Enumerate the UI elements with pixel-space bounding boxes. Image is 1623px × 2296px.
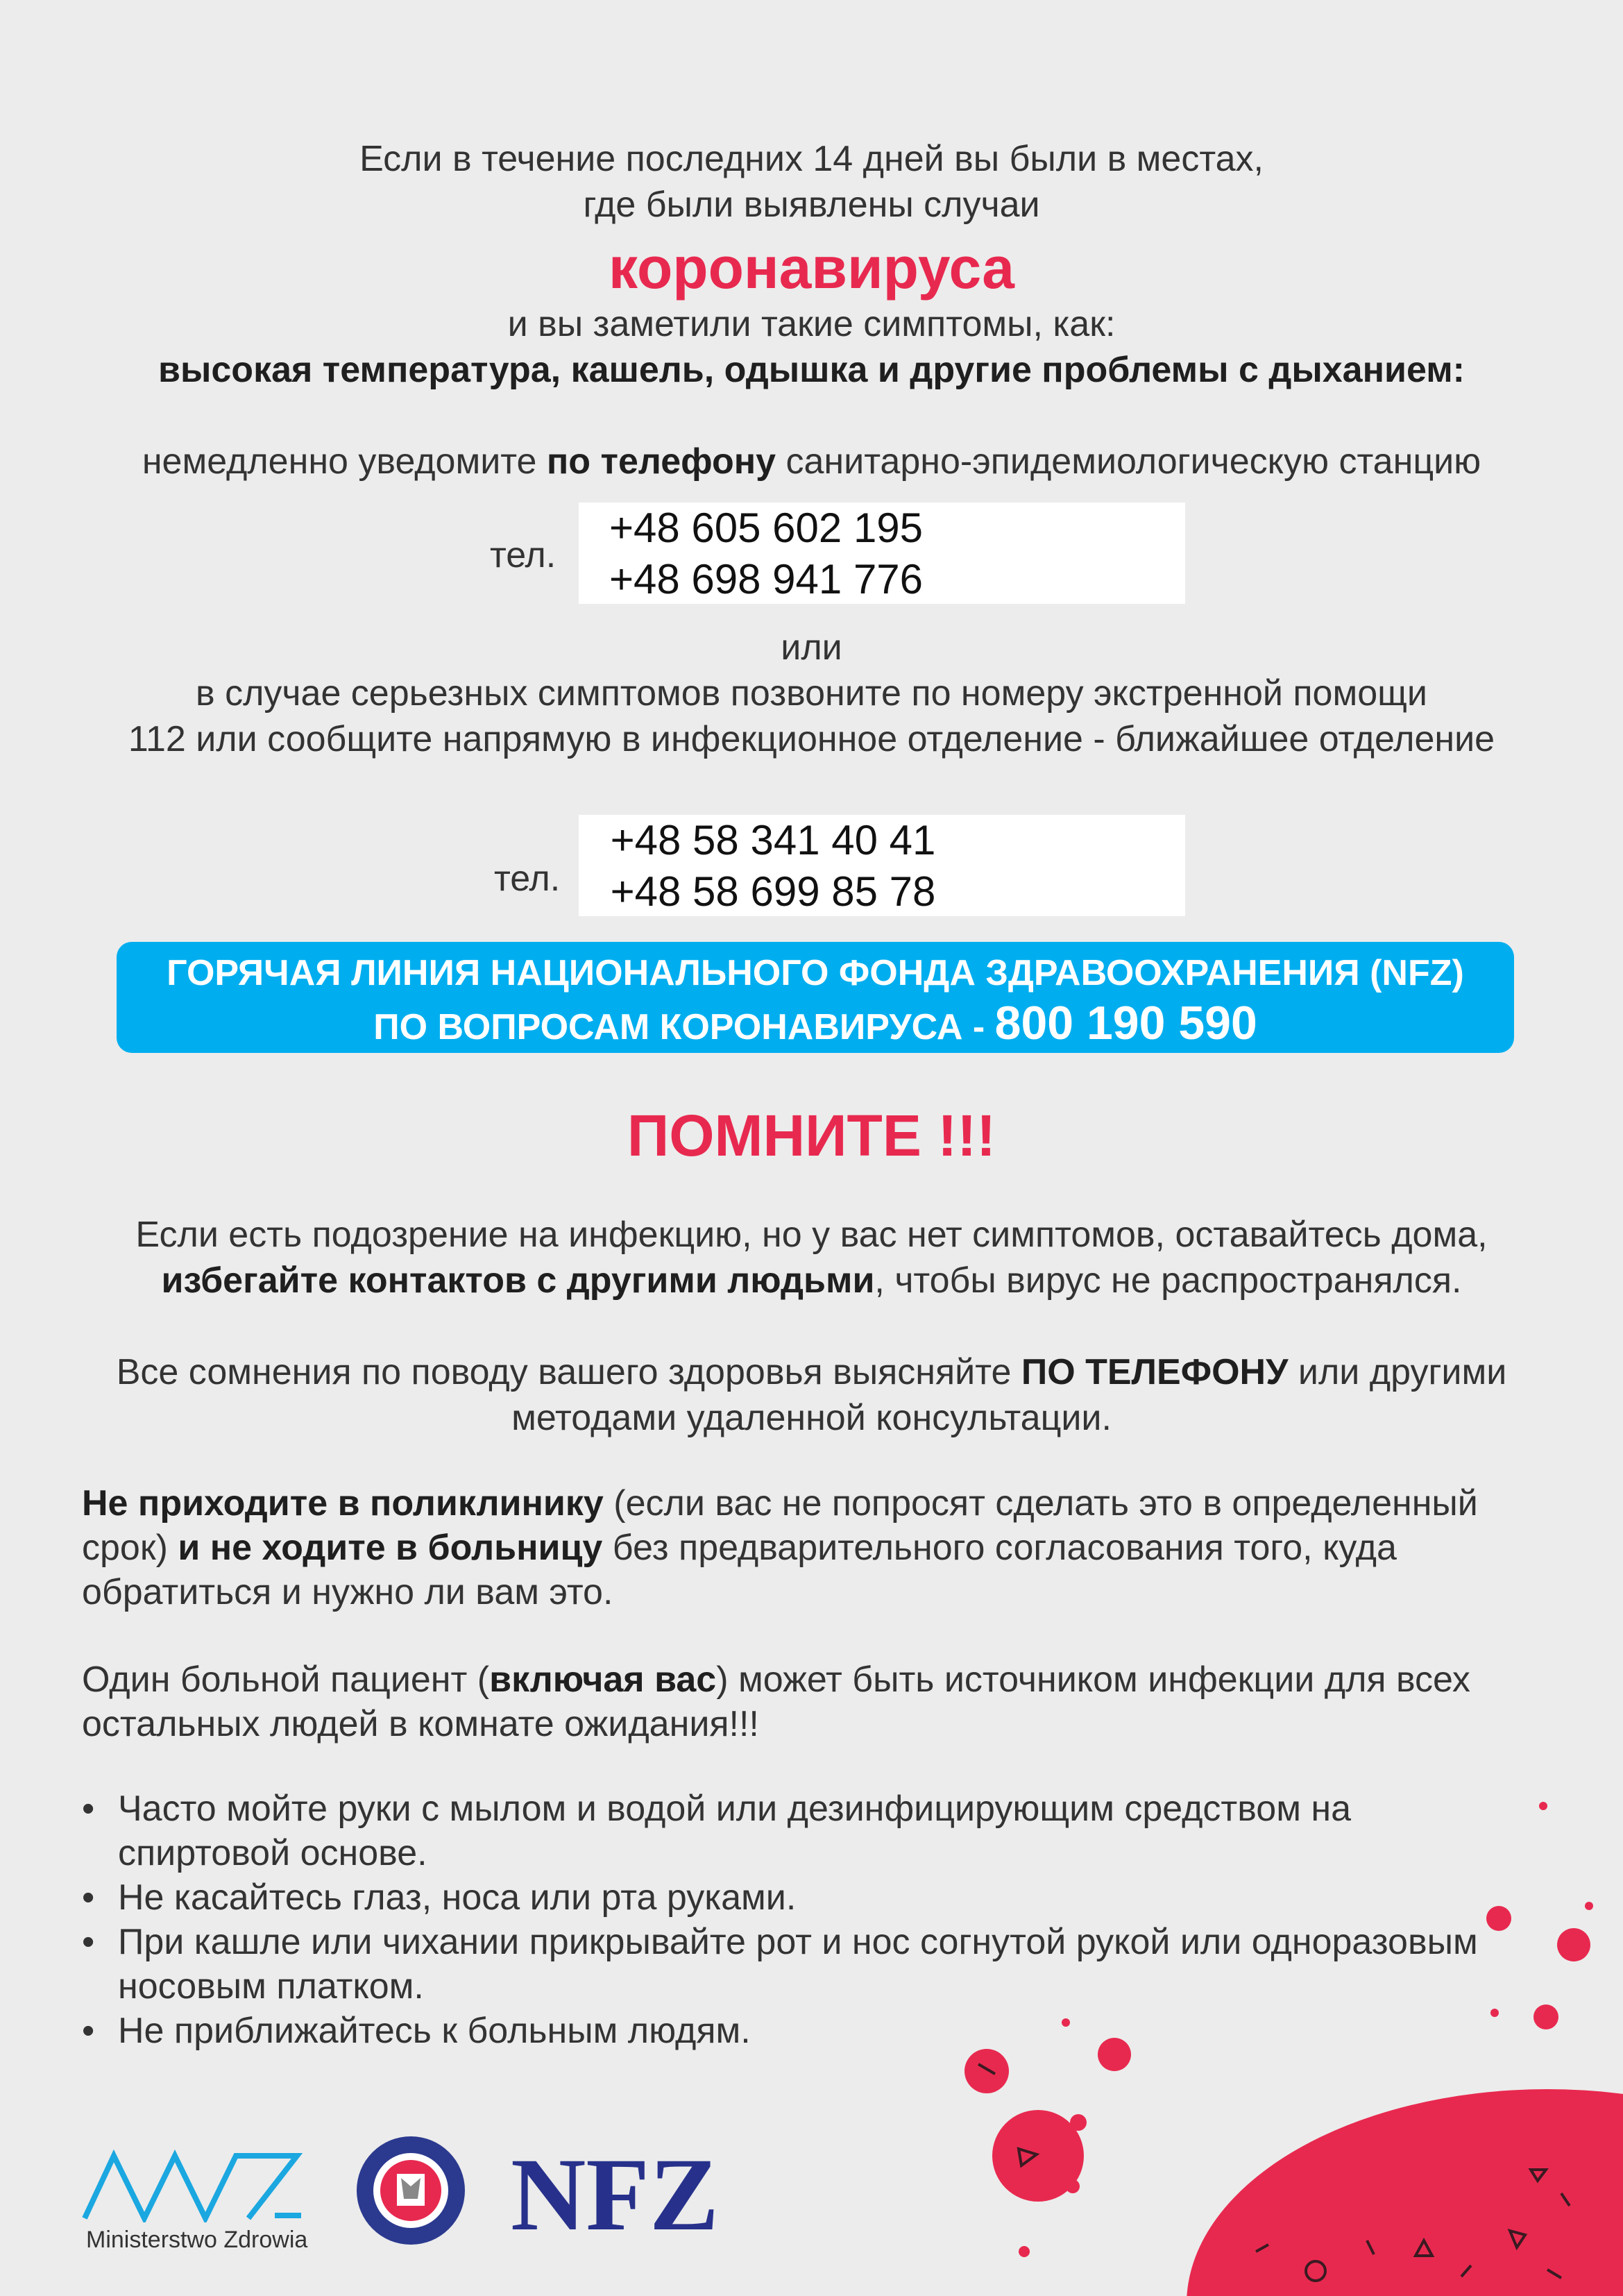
para4-pre: Один больной пациент ( [82,1660,490,1700]
list-item-line: Не приближайтесь к больным людям. [118,2011,751,2051]
intro-line-2: где были выявлены случаи [583,185,1040,225]
intro-line-3: и вы заметили такие симптомы, как: [507,304,1116,344]
notify-line [0,439,1623,484]
para1-bold: избегайте контактов с другими людьми [161,1260,875,1301]
pis-seal-icon [355,2135,466,2246]
phone-number[interactable]: +48 605 602 195 [609,505,924,551]
ministerstwo-zdrowia-caption: Ministerstwo Zdrowia [86,2227,308,2253]
list-item-line: спиртовой основе. [118,1833,427,1873]
para4-line-1 [82,1657,1553,1702]
intro-line-1: Если в течение последних 14 дней вы были в местах, [359,139,1264,179]
nfz-logo-text: NFZ [511,2147,719,2235]
para2-line-1 [0,1349,1623,1395]
phone-label-2: тел. [494,859,561,899]
para4-line-2: остальных людей в комнате ожидания!!! [82,1704,759,1744]
phone-box-1 [579,503,1185,604]
notify-pre: немедленно уведомите [142,441,547,482]
para4-bold: включая вас [489,1660,717,1700]
para2-line-2: методами удаленной консультации. [511,1398,1112,1438]
para3 [82,1481,1553,1614]
list-item-line: Часто мойте руки с мылом и водой или дезинфицирующим средством на [118,1789,1352,1829]
virus-word: коронавируса [609,235,1014,301]
nfz-hotline-banner [117,942,1514,1053]
list-item-line: Не касайтесь глаз, носа или рта руками. [118,1877,797,1918]
or-line-2: 112 или сообщите напрямую в инфекционное отделение - ближайшее отделение [128,719,1495,759]
para3-line-1 [82,1481,1553,1526]
para3-bold-1: Не приходите в поликлинику [82,1483,604,1523]
hotline-line-2 [117,999,1514,1052]
hotline-line-1: ГОРЯЧАЯ ЛИНИЯ НАЦИОНАЛЬНОГО ФОНДА ЗДРАВООХРАНЕНИЯ (NFZ) [167,953,1464,993]
or-line-1: в случае серьезных симптомов позвоните по номеру экстренной помощи [196,673,1427,714]
para2-bold: ПО ТЕЛЕФОНУ [1021,1352,1289,1392]
para1-rest: , чтобы вирус не распространялся. [874,1260,1462,1301]
remember-heading: ПОМНИТЕ !!! [627,1103,996,1168]
para1-line-1: Если есть подозрение на инфекцию, но у вас нет симптомов, оставайтесь дома, [135,1215,1488,1255]
nfz-logo-icon [511,2147,719,2235]
para3-text-1: (если вас не попросят сделать это в определенный [603,1483,1478,1523]
para3-text-2b: без предварительного согласования того, куда [602,1528,1397,1568]
bullet-dot-icon: • [82,1877,95,1918]
bullet-dot-icon: • [82,2011,95,2051]
phone-number[interactable]: +48 58 699 85 78 [610,868,936,915]
ministerstwo-zdrowia-logo-icon [82,2146,304,2222]
hotline-number[interactable]: 800 190 590 [994,997,1257,1049]
symptoms-line: высокая температура, кашель, одышка и другие проблемы с дыханием: [158,350,1465,390]
hotline-line-2-text: ПО ВОПРОСАМ КОРОНАВИРУСА - [373,1007,995,1047]
notify-bold: по телефону [546,441,776,482]
notify-post: санитарно-эпидемиологическую станцию [776,441,1481,482]
para2-pre: Все сомнения по поводу вашего здоровья выясняйте [116,1352,1021,1392]
bullet-dot-icon: • [82,1789,95,1829]
phone-label-1: тел. [490,535,556,575]
para4-post: ) может быть источником инфекции для всех [716,1660,1470,1700]
virus-decoration-icon [937,1777,1623,2296]
list-item-line: носовым платком. [118,1966,424,2007]
para4 [82,1657,1553,1746]
bullet-dot-icon: • [82,1922,95,1962]
phone-number[interactable]: +48 698 941 776 [609,556,924,602]
para3-text-2a: срок) [82,1528,178,1568]
phone-box-2 [579,815,1185,916]
phone-number[interactable]: +48 58 341 40 41 [610,817,936,863]
para1-line-2 [0,1258,1623,1303]
para3-line-3: обратиться и нужно ли вам это. [82,1572,613,1612]
para2-post: или другими [1288,1352,1507,1392]
list-item-line: При кашле или чихании прикрывайте рот и нос согнутой рукой или одноразовым [118,1922,1478,1962]
para3-line-2 [82,1526,1553,1570]
para3-bold-2: и не ходите в больницу [178,1528,603,1568]
or-text: или [781,627,842,668]
